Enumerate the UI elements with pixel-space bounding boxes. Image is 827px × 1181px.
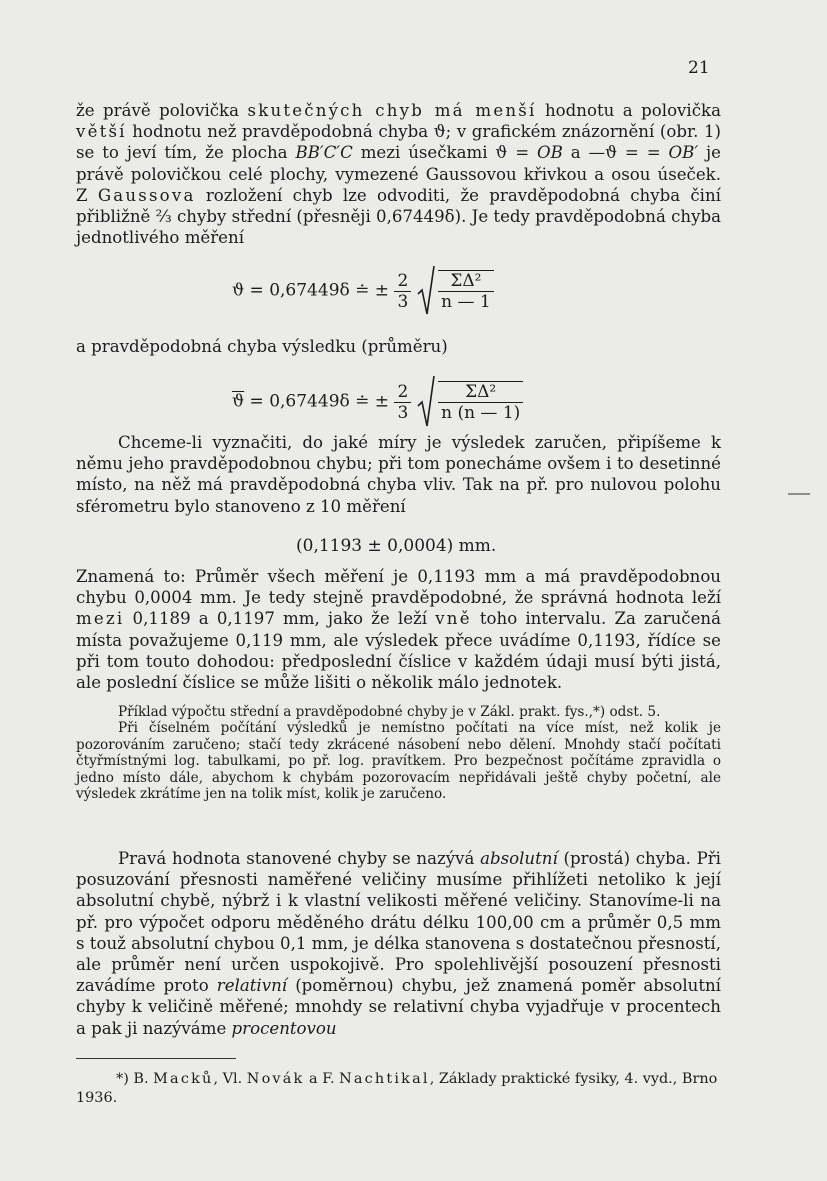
radicand <box>438 381 523 423</box>
footnote-text: , Základy praktické fysiky, 4. vyd., Brno 1936. <box>76 1071 718 1106</box>
radicand <box>438 270 494 312</box>
italic-symbol: BB′C′C <box>295 143 353 163</box>
fraction <box>394 382 411 423</box>
paragraph-absolute-error <box>76 848 721 1039</box>
radical-sign-icon <box>417 374 435 430</box>
text-run: Pravá hodnota stanovené chyby se nazývá <box>118 849 481 868</box>
text-run: Znamená to: Průměr všech měření je 0,1193 mm a má pravděpodobnou chybu 0,0004 mm. Je tedy stejně pravděpodobné, že správná hodnota leží <box>76 567 721 608</box>
text-run: (poměrnou) chybu, jež znamená poměr absolutní chyby k veličině měřené; mnohdy se relativní chyba vyjadřuje v procentech a pak ji nazýváme <box>76 976 721 1038</box>
text-run: a —ϑ = = <box>562 143 669 163</box>
italic-term: absolutní <box>480 849 558 868</box>
spaced-text: větší <box>76 122 127 142</box>
text-run: hodnotu a polovička <box>536 101 721 120</box>
author-name: Novák <box>246 1071 305 1087</box>
italic-term: procentovou <box>231 1018 337 1038</box>
formula-lhs: ϑ = 0,67449δ ≐ ± <box>232 280 390 301</box>
text-run: 0,1189 a 0,1197 mm, jako že leží <box>124 609 436 629</box>
fraction <box>394 271 411 312</box>
formula-symbol: $\overline{ϑ}$ <box>232 391 245 412</box>
formula-lhs: = 0,67449δ ≐ ± <box>244 391 390 412</box>
text-run: hodnotu než pravděpodobná chyba <box>126 122 434 142</box>
paragraph-example <box>76 432 721 517</box>
small-print-notes <box>76 704 721 802</box>
radical <box>417 374 524 430</box>
radical-sign-icon <box>417 264 435 318</box>
text-run: Chceme-li vyznačiti, do jaké míry je výsledek zaručen, připíšeme k němu jeho pravděpodobnou chybu; při tom ponecháme ovšem i to desetinné místo, na něž má pravděpodobná chyba vliv. Tak na př. pro nulovou polohu sférometru bylo stanoveno z 10 měření <box>76 433 721 516</box>
fraction-denominator: 3 <box>394 402 411 423</box>
formula-result-error <box>232 374 523 430</box>
fraction-numerator: 2 <box>397 381 409 402</box>
spaced-text: vně <box>435 609 472 629</box>
radicand-numerator: ΣΔ² <box>465 382 497 402</box>
text-run: rozložení chyb lze odvoditi, že pravděpodobná chyba činí přibližně ⅔ chyby střední (přesněji 0,67449δ). Je tedy pravděpodobná chyba jednotlivého měření <box>76 185 722 248</box>
formula-probable-error <box>232 264 494 318</box>
footnote-text: , Vl. <box>213 1071 247 1087</box>
paragraph-result-error <box>76 336 721 357</box>
radicand-denominator: n (n — 1) <box>438 402 523 423</box>
paragraph-interpretation <box>76 566 721 693</box>
footnote-divider <box>76 1058 236 1059</box>
text-run: mezi úsečkami ϑ = <box>352 143 538 163</box>
text-run: toho intervalu. Za zaručená místa považujeme 0,119 mm, ale výsledek přece uvádíme 0,1193, řídíce se při tom touto dohodou: předposlední číslice v každém údaji musí býti jistá, ale poslední číslice se může lišiti o několik málo jednotek. <box>76 609 721 693</box>
spaced-text: skutečných chyb má menší <box>247 101 537 120</box>
italic-symbol: OB <box>537 143 563 163</box>
fraction-numerator: 2 <box>397 270 409 291</box>
text-run: a pravděpodobná chyba výsledku (průměru) <box>76 337 448 356</box>
text-run: je právě polovičkou celé plochy, vymezené Gaussovou křivkou a osou úseček. Z <box>76 143 722 205</box>
footnote-text: *) B. <box>116 1071 154 1087</box>
radicand-denominator: n — 1 <box>438 291 494 312</box>
text-run: (prostá) chyba. Při posuzování přesnosti naměřené veličiny musíme přihlížeti netoliko k její absolutní chybě, nýbrž i k vlastní velikosti měřené veličiny. Stanovíme-li na př. pro výpočet odporu měděného drátu délku 100,00 cm a průměr 0,5 mm s touž absolutní chybou 0,1 mm, je délka stanovena s dostatečnou přesností, ale průměr není určen uspokojivě. Pro spolehlivější posouzení přesnosti zavádíme proto <box>76 849 721 996</box>
small-note: Při číselném počítání výsledků je nemístno počítati na více míst, než kolik je pozorováním zaručeno; stačí tedy zkrácené násobení nebo dělení. Mnohdy stačí počítati čtyřmístnými log. tabulkami, po př. log. pravítkem. Pro bezpečnost počítáme zpravidla o jedno místo dále, abychom k chybám pozorovacím nepřidávali ještě chyby početní, ale výsledek zkrátíme jen na tolik míst, kolik je zaručeno. <box>76 720 721 803</box>
italic-symbol: OB′ <box>668 143 699 163</box>
small-note: Příklad výpočtu střední a pravděpodobné chyby je v Zákl. prakt. fys.,*) odst. 5. <box>118 704 661 720</box>
paragraph-intro <box>76 100 721 248</box>
author-name: Macků <box>153 1071 214 1087</box>
spaced-text: mezi <box>76 609 125 629</box>
radicand-numerator: ΣΔ² <box>450 271 482 291</box>
spaced-text: Gaussova <box>97 185 196 205</box>
fraction-denominator: 3 <box>394 291 411 312</box>
page-number: 21 <box>688 58 710 78</box>
italic-term: relativní <box>216 976 288 996</box>
footnote-text: a F. <box>304 1071 340 1087</box>
text-run: ϑ; v grafickém znázornění (obr. 1) se to jeví tím, že plocha <box>76 122 721 163</box>
margin-mark-icon <box>788 492 810 496</box>
text-run: že právě polovička <box>76 101 248 120</box>
radical <box>417 264 494 318</box>
result-line <box>296 536 496 556</box>
footnote <box>76 1070 721 1108</box>
result-value: (0,1193 ± 0,0004) mm. <box>296 536 497 556</box>
author-name: Nachtikal <box>339 1071 430 1087</box>
